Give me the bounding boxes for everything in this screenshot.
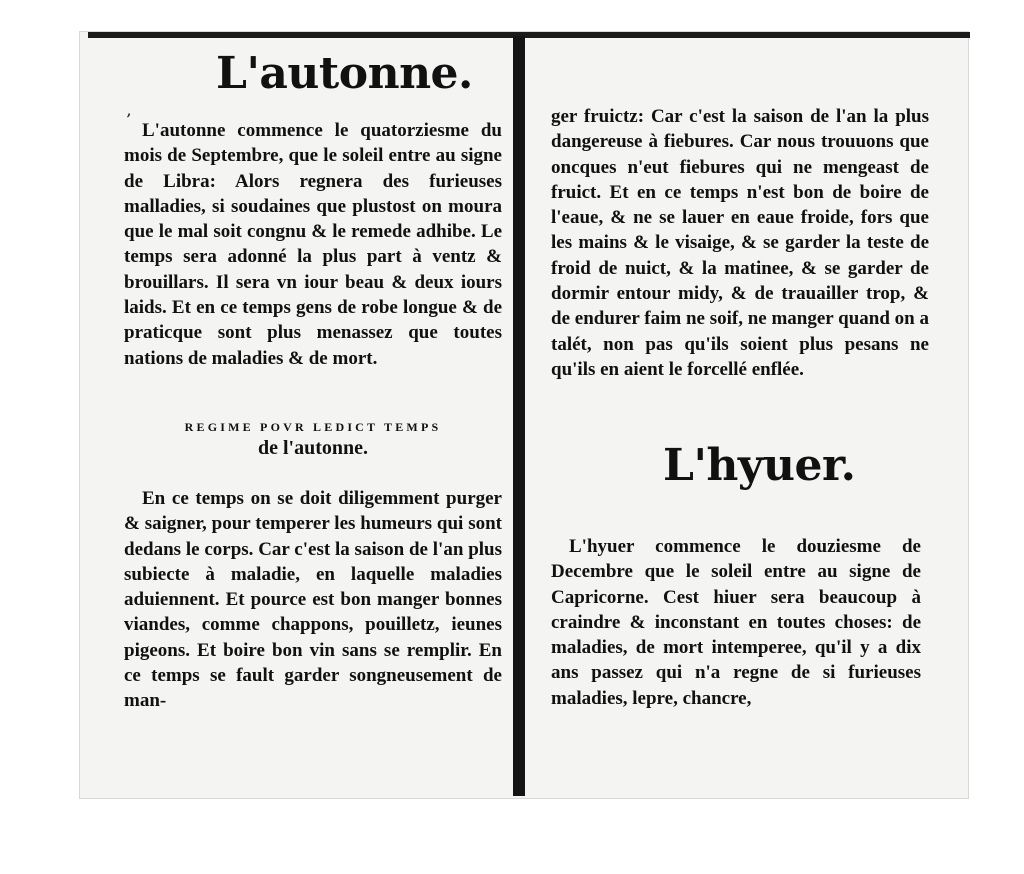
regime-heading [124,420,502,460]
left-page [80,36,513,796]
winter-paragraph: L'hyuer commence le douziesme de Decembre que le soleil entre au signe de Capricorne. Cest hiuer sera beaucoup à craindre & inconstant en toutes choses: de maladies, de mort intemperee, qu'il y a dix ans passez qui n'a regne de si furieuses maladies, lepre, chancre, [551,536,921,709]
right-page [525,36,968,796]
right-page-title: L'hyuer. [663,440,856,491]
regime-heading-sub: de l'autonne. [257,437,369,459]
book-gutter [513,36,525,796]
regime-heading-caps: REGIME POVR LEDICT TEMPS [184,420,442,434]
intro-mark: ʼ [126,112,131,128]
regime-paragraph: En ce temps on se doit diligemment purger & saigner, pour temperer les humeurs qui sont dedans le corps. Car c'est la saison de l'an plus subiecte à maladie, en laquelle maladies aduiennent. Et pource est bon manger bonnes viandes, comme chappons, pouilletz, ieunes pigeons. Et boire bon vin sans se remplir. En ce temps se fault garder songneusement de man- [124,488,502,712]
left-page-title: L'autonne. [216,48,473,99]
autumn-paragraph: L'autonne commence le quatorziesme du mois de Septembre, que le soleil entre au signe de Libra: Alors regnera des furieuses malladies, si soudaines que plustost on moura que le mal soit congnu & le remede adhibe. Le temps sera adonné la plus part à ventz & brouillars. Il sera vn iour beau & deux iours laids. Et en ce temps gens de robe longue & de praticque sont plus menassez que toutes nations de maladies & de mort. [124,120,502,369]
fruit-paragraph: ger fruictz: Car c'est la saison de l'an la plus dangereuse à fiebures. Car nous trouuons que oncques n'eut fiebures qui ne mengeast de fruict. Et en ce temps n'est bon de boire de l'eaue, & ne se lauer en eaue froide, fors que les mains & le visaige, & se garder la teste de froid de nuict, & la matinee, & se garder de dormir entour midy, & de trauailler trop, & de endurer faim ne soif, ne manger quand on a talét, non pas qu'ils soient plus pesans ne qu'ils en aient le forcellé enflée. [551,106,929,380]
